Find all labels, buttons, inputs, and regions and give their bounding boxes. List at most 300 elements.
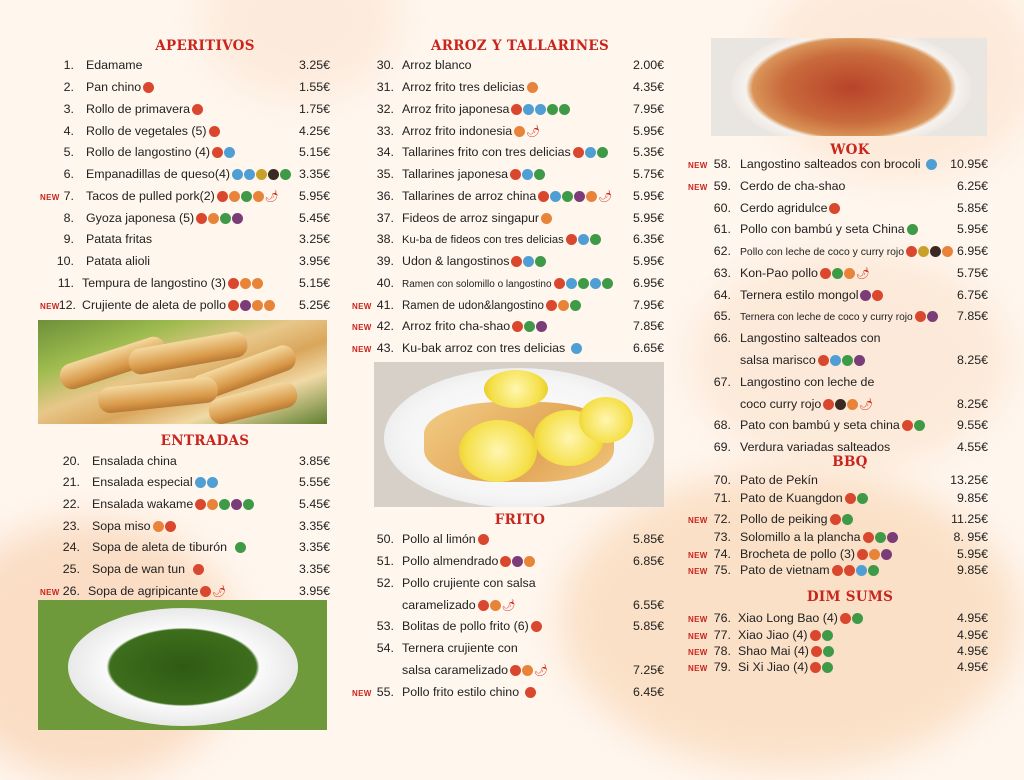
item-price: 5.25€ <box>298 298 330 312</box>
item-number: 74. <box>713 547 731 561</box>
item-number: 33. <box>376 124 394 138</box>
item-name: Sopa de aleta de tiburón <box>92 540 228 554</box>
fish-icon <box>523 256 534 267</box>
gluten-icon <box>478 600 489 611</box>
menu-item <box>688 156 988 174</box>
item-name: caramelizado <box>402 598 476 612</box>
allergen-icons <box>830 512 854 528</box>
seaweed-salad-photo <box>38 600 327 730</box>
item-price: 7.95€ <box>632 102 664 116</box>
gluten-icon <box>554 278 565 289</box>
gluten-icon <box>840 613 851 624</box>
item-number: 75. <box>713 563 731 577</box>
menu-item <box>688 417 988 435</box>
item-number: 37. <box>376 211 394 225</box>
new-badge: NEW <box>40 588 60 597</box>
crustacean-icon <box>535 104 546 115</box>
menu-item <box>38 144 330 162</box>
item-name: Pollo almendrado <box>402 554 499 568</box>
item-name: Brocheta de pollo (3) <box>740 547 856 561</box>
allergen-icons <box>511 254 547 270</box>
item-name: Langostino salteados con <box>740 331 881 345</box>
item-name: Arroz frito cha-shao <box>402 319 511 333</box>
menu-item <box>688 178 988 196</box>
item-price: 7.95€ <box>632 298 664 312</box>
item-price: 3.35€ <box>298 540 330 554</box>
menu-item <box>350 318 664 336</box>
gluten-icon <box>810 662 821 673</box>
item-name: Arroz frito indonesia <box>402 124 513 138</box>
item-name: Ternera crujiente con <box>402 641 518 655</box>
item-price: 5.85€ <box>632 532 664 546</box>
new-badge: NEW <box>40 193 60 202</box>
item-name: Tempura de langostino (3) <box>82 276 226 290</box>
menu-item <box>688 330 988 348</box>
menu-item <box>38 518 330 536</box>
item-name: Pato de vietnam <box>740 563 830 577</box>
item-number: 77. <box>713 628 731 642</box>
menu-item <box>350 123 664 141</box>
menu-item <box>350 166 664 184</box>
allergen-icons <box>546 298 582 314</box>
item-number: 36. <box>376 189 394 203</box>
item-price: 3.95€ <box>298 254 330 268</box>
item-number: 79. <box>713 660 731 674</box>
gluten-icon <box>811 646 822 657</box>
item-name: Tallarines de arroz china <box>402 189 537 203</box>
item-number: 41. <box>376 298 394 312</box>
section-title-dim-sums: DIM SUMS <box>806 589 894 605</box>
gluten-icon <box>511 256 522 267</box>
soy-icon <box>524 321 535 332</box>
item-name: Ku-bak arroz con tres delicias <box>402 341 566 355</box>
allergen-icons <box>143 80 155 96</box>
item-number: 35. <box>376 167 394 181</box>
soy-icon <box>562 191 573 202</box>
gluten-icon <box>195 499 206 510</box>
menu-item <box>688 308 988 326</box>
menu-item <box>688 562 988 580</box>
gluten-icon <box>902 420 913 431</box>
gluten-icon <box>531 621 542 632</box>
menu-item <box>350 618 664 636</box>
crustacean-icon <box>224 147 235 158</box>
section-title-arroz: ARROZ Y TALLARINES <box>430 38 610 54</box>
item-number: 58. <box>713 157 731 171</box>
item-price: 5.85€ <box>956 201 988 215</box>
allergen-icons <box>571 341 583 357</box>
item-price: 5.55€ <box>298 475 330 489</box>
item-name: Ensalada wakame <box>92 497 194 511</box>
mustard-icon <box>232 213 243 224</box>
milk-icon <box>835 399 846 410</box>
gluten-icon <box>192 104 203 115</box>
item-price: 6.55€ <box>632 598 664 612</box>
item-name: Ensalada china <box>92 454 177 468</box>
menu-item <box>688 374 988 392</box>
soy-icon <box>219 499 230 510</box>
item-name: Pan chino <box>86 80 142 94</box>
spicy-icon: 🌶 <box>526 126 541 139</box>
egg-icon <box>524 556 535 567</box>
sesame-icon <box>207 499 218 510</box>
milk-icon <box>268 169 279 180</box>
item-price: 7.85€ <box>632 319 664 333</box>
fish-icon <box>550 191 561 202</box>
item-price: 4.95€ <box>956 644 988 658</box>
item-price: 5.85€ <box>632 619 664 633</box>
item-number: 59. <box>713 179 731 193</box>
item-number: 53. <box>376 619 394 633</box>
sesame-icon <box>847 399 858 410</box>
new-badge: NEW <box>688 648 708 657</box>
allergen-icons <box>926 157 938 173</box>
item-number: 76. <box>713 611 731 625</box>
gluten-icon <box>196 213 207 224</box>
item-name: Ternera estilo mongol <box>740 288 859 302</box>
new-badge: NEW <box>352 689 372 698</box>
item-name: Sopa de agripicante <box>88 584 199 598</box>
allergen-icons <box>907 222 919 238</box>
section-title-entradas: ENTRADAS <box>160 433 250 449</box>
gluten-icon <box>228 278 239 289</box>
menu-item <box>38 539 330 557</box>
menu-item <box>350 575 664 593</box>
item-name: Crujiente de aleta de pollo <box>82 298 226 312</box>
celery-icon <box>253 191 264 202</box>
allergen-icons <box>531 619 543 635</box>
item-price: 6.45€ <box>632 685 664 699</box>
crustacean-icon <box>207 477 218 488</box>
spicy-icon: 🌶 <box>855 268 870 281</box>
item-number: 7. <box>63 189 74 203</box>
item-number: 65. <box>713 309 731 323</box>
fish-icon <box>232 169 243 180</box>
allergen-icons <box>820 265 870 282</box>
section-title-bbq: BBQ <box>832 454 868 470</box>
mustard-icon <box>860 290 871 301</box>
allergen-icons <box>541 211 553 227</box>
section-title-wok: WOK <box>830 142 870 158</box>
item-price: 5.95€ <box>956 222 988 236</box>
allergen-icons <box>857 547 893 563</box>
item-price: 6.65€ <box>632 341 664 355</box>
item-number: 73. <box>713 530 731 544</box>
menu-item <box>38 166 330 184</box>
soy-icon <box>857 493 868 504</box>
menu-item <box>38 253 330 271</box>
item-number: 30. <box>376 58 394 72</box>
egg-icon <box>558 300 569 311</box>
item-number: 20. <box>62 454 80 468</box>
item-name: Ku-ba de fideos con tres delicias <box>402 234 564 246</box>
new-badge: NEW <box>688 161 708 170</box>
egg-icon <box>918 246 929 257</box>
menu-item <box>38 275 330 293</box>
item-price: 4.25€ <box>298 124 330 138</box>
item-price: 6.25€ <box>956 179 988 193</box>
allergen-icons <box>818 353 866 369</box>
spicy-icon: 🌶 <box>598 191 613 204</box>
item-name: Langostino salteados con brocoli <box>740 157 921 171</box>
menu-item <box>38 188 330 206</box>
menu-item <box>350 101 664 119</box>
allergen-icons <box>209 124 221 140</box>
item-price: 3.35€ <box>298 519 330 533</box>
allergen-icons <box>510 167 546 183</box>
allergen-icons <box>235 540 247 556</box>
item-price: 4.95€ <box>956 660 988 674</box>
item-price: 8.25€ <box>956 353 988 367</box>
gluten-icon <box>228 300 239 311</box>
item-price: 5.95€ <box>632 254 664 268</box>
item-number: 61. <box>713 222 731 236</box>
menu-item <box>688 610 988 628</box>
item-number: 34. <box>376 145 394 159</box>
soy-icon <box>280 169 291 180</box>
egg-icon <box>252 300 263 311</box>
menu-item <box>350 188 664 206</box>
item-name: salsa marisco <box>740 353 816 367</box>
crustacean-icon <box>830 355 841 366</box>
item-price: 10.95€ <box>950 157 988 171</box>
allergen-icons <box>511 102 571 118</box>
gluten-icon <box>546 300 557 311</box>
item-price: 5.95€ <box>632 211 664 225</box>
allergen-icons <box>527 80 539 96</box>
menu-item <box>38 297 330 315</box>
menu-item <box>38 123 330 141</box>
item-price: 3.25€ <box>298 58 330 72</box>
item-name: Ramen con solomillo o langostino <box>402 279 552 290</box>
fish-icon <box>523 104 534 115</box>
mustard-icon <box>881 549 892 560</box>
item-price: 5.45€ <box>298 211 330 225</box>
item-name: Rollo de langostino (4) <box>86 145 210 159</box>
item-number: 67. <box>713 375 731 389</box>
egg-icon <box>586 191 597 202</box>
gluten-icon <box>510 169 521 180</box>
allergen-icons <box>863 530 899 546</box>
egg-icon <box>522 665 533 676</box>
egg-icon <box>240 278 251 289</box>
menu-item <box>350 640 664 658</box>
gluten-icon <box>845 493 856 504</box>
item-number: 5. <box>63 145 74 159</box>
egg-icon <box>514 126 525 137</box>
item-number: 60. <box>713 201 731 215</box>
fish-icon <box>522 169 533 180</box>
item-number: 70. <box>713 473 731 487</box>
gluten-icon <box>830 514 841 525</box>
item-price: 7.85€ <box>956 309 988 323</box>
item-name: Shao Mai (4) <box>738 644 809 658</box>
item-price: 13.25€ <box>950 473 988 487</box>
allergen-icons <box>195 497 255 513</box>
menu-item <box>38 79 330 97</box>
nuts-icon <box>512 556 523 567</box>
soy-icon <box>535 256 546 267</box>
gluten-icon <box>820 268 831 279</box>
item-price: 5.35€ <box>632 145 664 159</box>
allergen-icons <box>193 562 205 578</box>
mustard-icon <box>231 499 242 510</box>
gluten-icon <box>863 532 874 543</box>
item-price: 4.95€ <box>956 628 988 642</box>
soy-icon <box>220 213 231 224</box>
soy-icon <box>235 542 246 553</box>
item-name: Bolitas de pollo frito (6) <box>402 619 529 633</box>
menu-item <box>350 553 664 571</box>
item-number: 12. <box>58 298 76 312</box>
new-badge: NEW <box>352 323 372 332</box>
menu-item <box>350 253 664 271</box>
item-price: 8.25€ <box>956 397 988 411</box>
menu-item <box>688 529 988 547</box>
item-number: 69. <box>713 440 731 454</box>
item-price: 5.75€ <box>632 167 664 181</box>
item-price: 5.15€ <box>298 145 330 159</box>
menu-item <box>688 490 988 508</box>
item-name: Rollo de vegetales (5) <box>86 124 207 138</box>
menu-item <box>688 472 988 490</box>
gluten-icon <box>143 82 154 93</box>
allergen-icons <box>500 554 536 570</box>
gluten-icon <box>209 126 220 137</box>
item-price: 6.75€ <box>956 288 988 302</box>
menu-item <box>38 496 330 514</box>
menu-item <box>350 684 664 702</box>
item-name: Xiao Long Bao (4) <box>738 611 838 625</box>
gluten-icon <box>165 521 176 532</box>
item-name: Edamame <box>86 58 143 72</box>
gluten-icon <box>810 630 821 641</box>
item-price: 6.35€ <box>632 232 664 246</box>
gluten-icon <box>478 534 489 545</box>
mustard-icon <box>927 311 938 322</box>
soy-icon <box>907 224 918 235</box>
item-number: 52. <box>376 576 394 590</box>
menu-item <box>350 597 664 615</box>
new-badge: NEW <box>688 615 708 624</box>
egg-icon <box>541 213 552 224</box>
fish-icon <box>195 477 206 488</box>
gluten-icon <box>200 586 211 597</box>
allergen-icons <box>512 319 548 335</box>
menu-item <box>38 474 330 492</box>
item-number: 54. <box>376 641 394 655</box>
item-number: 66. <box>713 331 731 345</box>
menu-item <box>350 531 664 549</box>
item-number: 2. <box>63 80 74 94</box>
fish-icon <box>856 565 867 576</box>
allergen-icons <box>902 418 926 434</box>
lemon-chicken-photo <box>374 362 664 507</box>
menu-item <box>688 200 988 218</box>
mustard-icon <box>240 300 251 311</box>
gluten-icon <box>193 564 204 575</box>
item-name: Gyoza japonesa (5) <box>86 211 195 225</box>
item-name: Pato con bambú y seta china <box>740 418 900 432</box>
spicy-icon: 🌶 <box>212 586 227 599</box>
crustacean-icon <box>252 278 263 289</box>
item-number: 3. <box>63 102 74 116</box>
item-name: Arroz frito japonesa <box>402 102 510 116</box>
fish-icon <box>571 343 582 354</box>
allergen-icons <box>195 475 219 491</box>
menu-item <box>688 265 988 283</box>
item-name: Ternera con leche de coco y curry rojo <box>740 312 913 323</box>
item-price: 2.00€ <box>632 58 664 72</box>
gluten-icon <box>566 234 577 245</box>
item-name: Pollo con bambú y seta China <box>740 222 905 236</box>
allergen-icons <box>810 628 834 644</box>
menu-item <box>350 231 664 249</box>
allergen-icons <box>810 660 834 676</box>
allergen-icons <box>845 491 869 507</box>
item-name: Xiao Jiao (4) <box>738 628 808 642</box>
new-badge: NEW <box>352 302 372 311</box>
allergen-icons <box>212 145 236 161</box>
soy-icon <box>590 234 601 245</box>
item-price: 6.95€ <box>632 276 664 290</box>
item-name: Tallarines japonesa <box>402 167 509 181</box>
allergen-icons <box>538 188 612 205</box>
soy-icon <box>822 630 833 641</box>
soy-icon <box>842 355 853 366</box>
gluten-icon <box>512 321 523 332</box>
item-number: 40. <box>376 276 394 290</box>
mustard-icon <box>574 191 585 202</box>
item-number: 63. <box>713 266 731 280</box>
gluten-icon <box>906 246 917 257</box>
item-number: 51. <box>376 554 394 568</box>
menu-item <box>688 221 988 239</box>
menu-item <box>350 662 664 680</box>
item-price: 3.35€ <box>298 167 330 181</box>
item-name: Ramen de udon&langostino <box>402 300 544 312</box>
section-title-aperitivos: APERITIVOS <box>155 38 255 54</box>
soy-icon <box>842 514 853 525</box>
item-number: 31. <box>376 80 394 94</box>
item-number: 68. <box>713 418 731 432</box>
item-number: 8. <box>63 211 74 225</box>
item-number: 72. <box>713 512 731 526</box>
fish-icon <box>585 147 596 158</box>
gluten-icon <box>818 355 829 366</box>
item-price: 5.95€ <box>298 189 330 203</box>
gluten-icon <box>510 665 521 676</box>
crustacean-icon <box>926 159 937 170</box>
item-price: 3.35€ <box>298 562 330 576</box>
gluten-icon <box>500 556 511 567</box>
new-badge: NEW <box>688 516 708 525</box>
menu-item <box>688 659 988 677</box>
menu-item <box>688 396 988 414</box>
mustard-icon <box>887 532 898 543</box>
item-price: 3.95€ <box>298 584 330 598</box>
item-name: Patata fritas <box>86 232 153 246</box>
item-price: 9.85€ <box>956 491 988 505</box>
item-number: 55. <box>376 685 394 699</box>
menu-item <box>350 275 664 293</box>
item-name: Pollo crujiente con salsa <box>402 576 536 590</box>
spicy-icon: 🌶 <box>264 191 279 204</box>
peanut-icon <box>844 268 855 279</box>
kung-pao-photo <box>711 38 987 136</box>
new-badge: NEW <box>688 632 708 641</box>
item-name: Arroz frito tres delicias <box>402 80 525 94</box>
